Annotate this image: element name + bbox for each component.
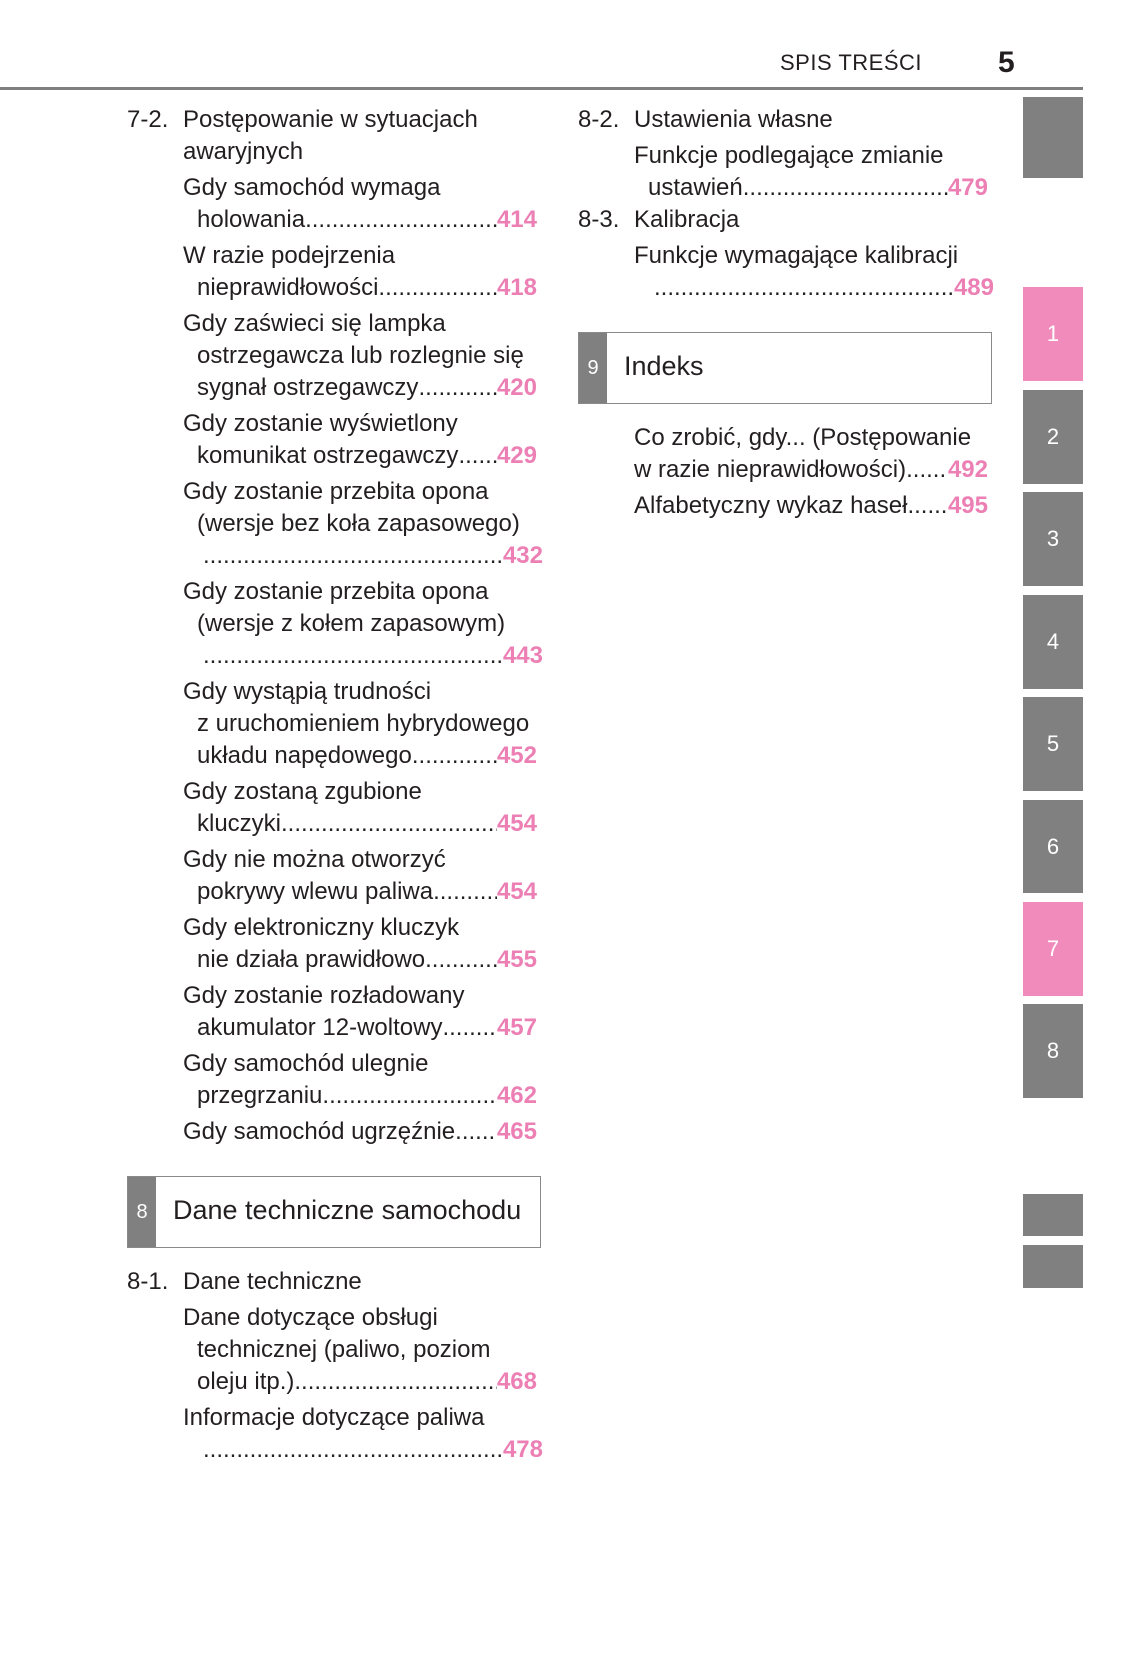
chapter-tab-9[interactable] — [1023, 1194, 1083, 1236]
entry-last-line — [183, 272, 537, 304]
dot-leader — [907, 490, 947, 522]
entry-page-number[interactable]: 454 — [496, 878, 537, 905]
entry-last-line — [183, 204, 537, 236]
chapter-tab-7[interactable] — [1023, 902, 1083, 996]
chapter-title: Indeks — [624, 351, 704, 381]
section-title — [634, 104, 992, 136]
entry-line: układu napędowego — [197, 742, 412, 769]
chapter-number: 9 — [579, 333, 607, 403]
tab-label: 8 — [1046, 1038, 1060, 1063]
entry-page-number[interactable]: 432 — [502, 542, 543, 569]
entry-line: Gdy zostanie wyświetlony — [183, 410, 458, 437]
entry-page-number[interactable]: 479 — [947, 174, 988, 201]
entry-line: (wersje z kołem zapasowym) — [197, 610, 506, 637]
toc-entry[interactable] — [127, 308, 541, 404]
page-number: 5 — [998, 46, 1015, 79]
entry-line: Gdy zostanie przebita opona — [183, 578, 489, 605]
section-number: 7-2. — [127, 106, 169, 133]
dot-leader — [322, 1080, 497, 1112]
toc-entry[interactable] — [127, 676, 541, 772]
entry-page-number[interactable]: 489 — [953, 274, 994, 301]
dot-leader — [203, 640, 503, 672]
dot-leader — [743, 172, 948, 204]
entry-page-number[interactable]: 457 — [496, 1014, 537, 1041]
dot-leader — [203, 1434, 503, 1466]
header-rule — [0, 87, 1083, 90]
entry-last-line — [183, 1366, 537, 1398]
tab-label: 3 — [1046, 526, 1060, 551]
entry-line: Informacje dotyczące paliwa — [183, 1404, 485, 1431]
tab-label: 4 — [1046, 629, 1060, 654]
entry-last-line — [183, 808, 537, 840]
entry-line: technicznej (paliwo, poziom — [197, 1336, 491, 1363]
chapter-tab-3[interactable] — [1023, 492, 1083, 586]
dot-leader — [455, 1116, 497, 1148]
entry-line: Gdy elektroniczny kluczyk — [183, 914, 460, 941]
section-heading — [578, 204, 992, 236]
entry-line: Gdy wystąpią trudności — [183, 678, 432, 705]
toc-entry[interactable] — [127, 1402, 541, 1466]
chapter-tab-5[interactable] — [1023, 697, 1083, 791]
entry-page-number[interactable]: 452 — [496, 742, 537, 769]
entry-page-number[interactable]: 462 — [496, 1082, 537, 1109]
section-number: 8-1. — [127, 1268, 169, 1295]
toc-entry[interactable] — [127, 1302, 541, 1398]
entry-line: nieprawidłowości — [197, 274, 379, 301]
toc-entry[interactable] — [127, 576, 541, 672]
tab-label: 7 — [1046, 936, 1060, 961]
section-title-line: Postępowanie w sytuacjach — [183, 106, 478, 133]
entry-line: pokrywy wlewu paliwa — [197, 878, 434, 905]
entry-last-line — [183, 540, 543, 572]
dot-leader — [906, 454, 948, 486]
entry-last-line — [183, 1116, 537, 1148]
toc-entry[interactable] — [127, 776, 541, 840]
section-heading — [127, 1266, 541, 1298]
chapter-tab-6[interactable] — [1023, 800, 1083, 893]
toc-left-column — [127, 104, 541, 1466]
entry-line: sygnał ostrzegawczy — [197, 374, 419, 401]
dot-leader — [654, 272, 954, 304]
entry-last-line — [634, 172, 988, 204]
toc-entry[interactable] — [578, 490, 992, 522]
dot-leader — [281, 808, 497, 840]
chapter-title: Dane techniczne samochodu — [173, 1195, 522, 1225]
entry-line: komunikat ostrzegawczy — [197, 442, 459, 469]
entry-last-line — [634, 272, 994, 304]
chapter-box[interactable] — [578, 332, 992, 404]
entry-last-line — [183, 1080, 537, 1112]
chapter-tab-index[interactable] — [1023, 1245, 1083, 1288]
section-title-line: Dane techniczne — [183, 1268, 362, 1295]
dot-leader — [203, 540, 503, 572]
entry-line: Co zrobić, gdy... (Postępowanie — [634, 424, 972, 451]
entry-last-line — [183, 372, 537, 404]
entry-page-number[interactable]: 454 — [496, 810, 537, 837]
entry-line: Gdy samochód ulegnie — [183, 1050, 429, 1077]
chapter-tab-top[interactable] — [1023, 97, 1083, 178]
toc-entry[interactable] — [127, 980, 541, 1044]
entry-last-line — [183, 440, 537, 472]
toc-entry[interactable] — [127, 1116, 541, 1148]
entry-line: Gdy zostanie przebita opona — [183, 478, 489, 505]
entry-line: Dane dotyczące obsługi — [183, 1304, 438, 1331]
entry-page-number[interactable]: 429 — [496, 442, 537, 469]
entry-line: kluczyki — [197, 810, 282, 837]
dot-leader — [458, 440, 497, 472]
entry-last-line — [183, 944, 537, 976]
entry-line: z uruchomieniem hybrydowego — [197, 710, 530, 737]
entry-line: oleju itp.) — [197, 1368, 295, 1395]
entry-line: przegrzaniu — [197, 1082, 323, 1109]
dot-leader — [418, 372, 497, 404]
toc-entry[interactable] — [127, 1048, 541, 1112]
section-title — [183, 1266, 541, 1298]
toc-entry[interactable] — [127, 240, 541, 304]
entry-line: ustawień — [648, 174, 743, 201]
entry-page-number[interactable]: 468 — [496, 1368, 537, 1395]
tab-label: 1 — [1046, 321, 1060, 346]
section-title-line: Kalibracja — [634, 206, 740, 233]
entry-last-line — [634, 454, 988, 486]
entry-line: Gdy zaświeci się lampka — [183, 310, 446, 337]
entry-line: Gdy zostaną zgubione — [183, 778, 422, 805]
entry-line: akumulator 12-woltowy — [197, 1014, 443, 1041]
chapter-tab-2[interactable] — [1023, 390, 1083, 484]
dot-leader — [294, 1366, 497, 1398]
toc-entry[interactable] — [127, 476, 541, 572]
entry-last-line — [634, 490, 988, 522]
toc-entry[interactable] — [127, 408, 541, 472]
tab-label: 2 — [1046, 424, 1060, 449]
entry-last-line — [183, 876, 537, 908]
dot-leader — [305, 204, 497, 236]
entry-page-number[interactable]: 420 — [496, 374, 537, 401]
dot-leader — [412, 740, 497, 772]
entry-line: Gdy samochód ugrzęźnie — [183, 1118, 456, 1145]
entry-page-number[interactable]: 492 — [947, 456, 988, 483]
toc-entry[interactable] — [127, 912, 541, 976]
dot-leader — [425, 944, 497, 976]
section-heading — [578, 104, 992, 136]
entry-line: Funkcje wymagające kalibracji — [634, 242, 959, 269]
chapter-tab-1[interactable] — [1023, 287, 1083, 381]
entry-page-number[interactable]: 443 — [502, 642, 543, 669]
entry-line: Funkcje podlegające zmianie — [634, 142, 944, 169]
entry-page-number[interactable]: 414 — [496, 206, 537, 233]
entry-last-line — [183, 640, 543, 672]
toc-entry[interactable] — [578, 240, 992, 304]
toc-entry[interactable] — [127, 172, 541, 236]
chapter-tab-4[interactable] — [1023, 595, 1083, 689]
section-number: 8-3. — [578, 206, 620, 233]
dot-leader — [433, 876, 497, 908]
section-title-line: Ustawienia własne — [634, 106, 833, 133]
entry-page-number[interactable]: 478 — [502, 1436, 543, 1463]
entry-line: W razie podejrzenia — [183, 242, 396, 269]
toc-entry[interactable] — [127, 844, 541, 908]
entry-line: Alfabetyczny wykaz haseł — [634, 492, 908, 519]
toc-entry[interactable] — [578, 140, 992, 204]
section-title-line: awaryjnych — [183, 138, 304, 165]
entry-last-line — [183, 740, 537, 772]
dot-leader — [378, 272, 497, 304]
entry-line: Gdy zostanie rozładowany — [183, 982, 465, 1009]
entry-line: w razie nieprawidłowości) — [634, 456, 907, 483]
tab-label: 6 — [1046, 833, 1060, 859]
chapter-number: 8 — [128, 1177, 156, 1247]
running-header-title: SPIS TREŚCI — [780, 50, 923, 75]
entry-page-number[interactable]: 455 — [496, 946, 537, 973]
section-title — [634, 204, 992, 236]
section-heading — [127, 104, 541, 168]
entry-line: holowania — [197, 206, 306, 233]
entry-line: nie działa prawidłowo — [197, 946, 426, 973]
chapter-box[interactable] — [127, 1176, 541, 1248]
toc-right-column — [578, 104, 992, 522]
entry-line: (wersje bez koła zapasowego) — [197, 510, 520, 537]
tab-label: 5 — [1046, 731, 1060, 756]
chapter-tab-8[interactable] — [1023, 1004, 1083, 1098]
section-title — [183, 104, 541, 168]
entry-line: ostrzegawcza lub rozlegnie się — [197, 342, 524, 369]
toc-entry[interactable] — [578, 422, 992, 486]
entry-page-number[interactable]: 465 — [496, 1118, 537, 1145]
entry-line: Gdy nie można otworzyć — [183, 846, 446, 873]
dot-leader — [442, 1012, 497, 1044]
entry-page-number[interactable]: 418 — [496, 274, 537, 301]
entry-line: Gdy samochód wymaga — [183, 174, 441, 201]
section-number: 8-2. — [578, 106, 620, 133]
entry-page-number[interactable]: 495 — [947, 492, 988, 519]
entry-last-line — [183, 1434, 543, 1466]
entry-last-line — [183, 1012, 537, 1044]
